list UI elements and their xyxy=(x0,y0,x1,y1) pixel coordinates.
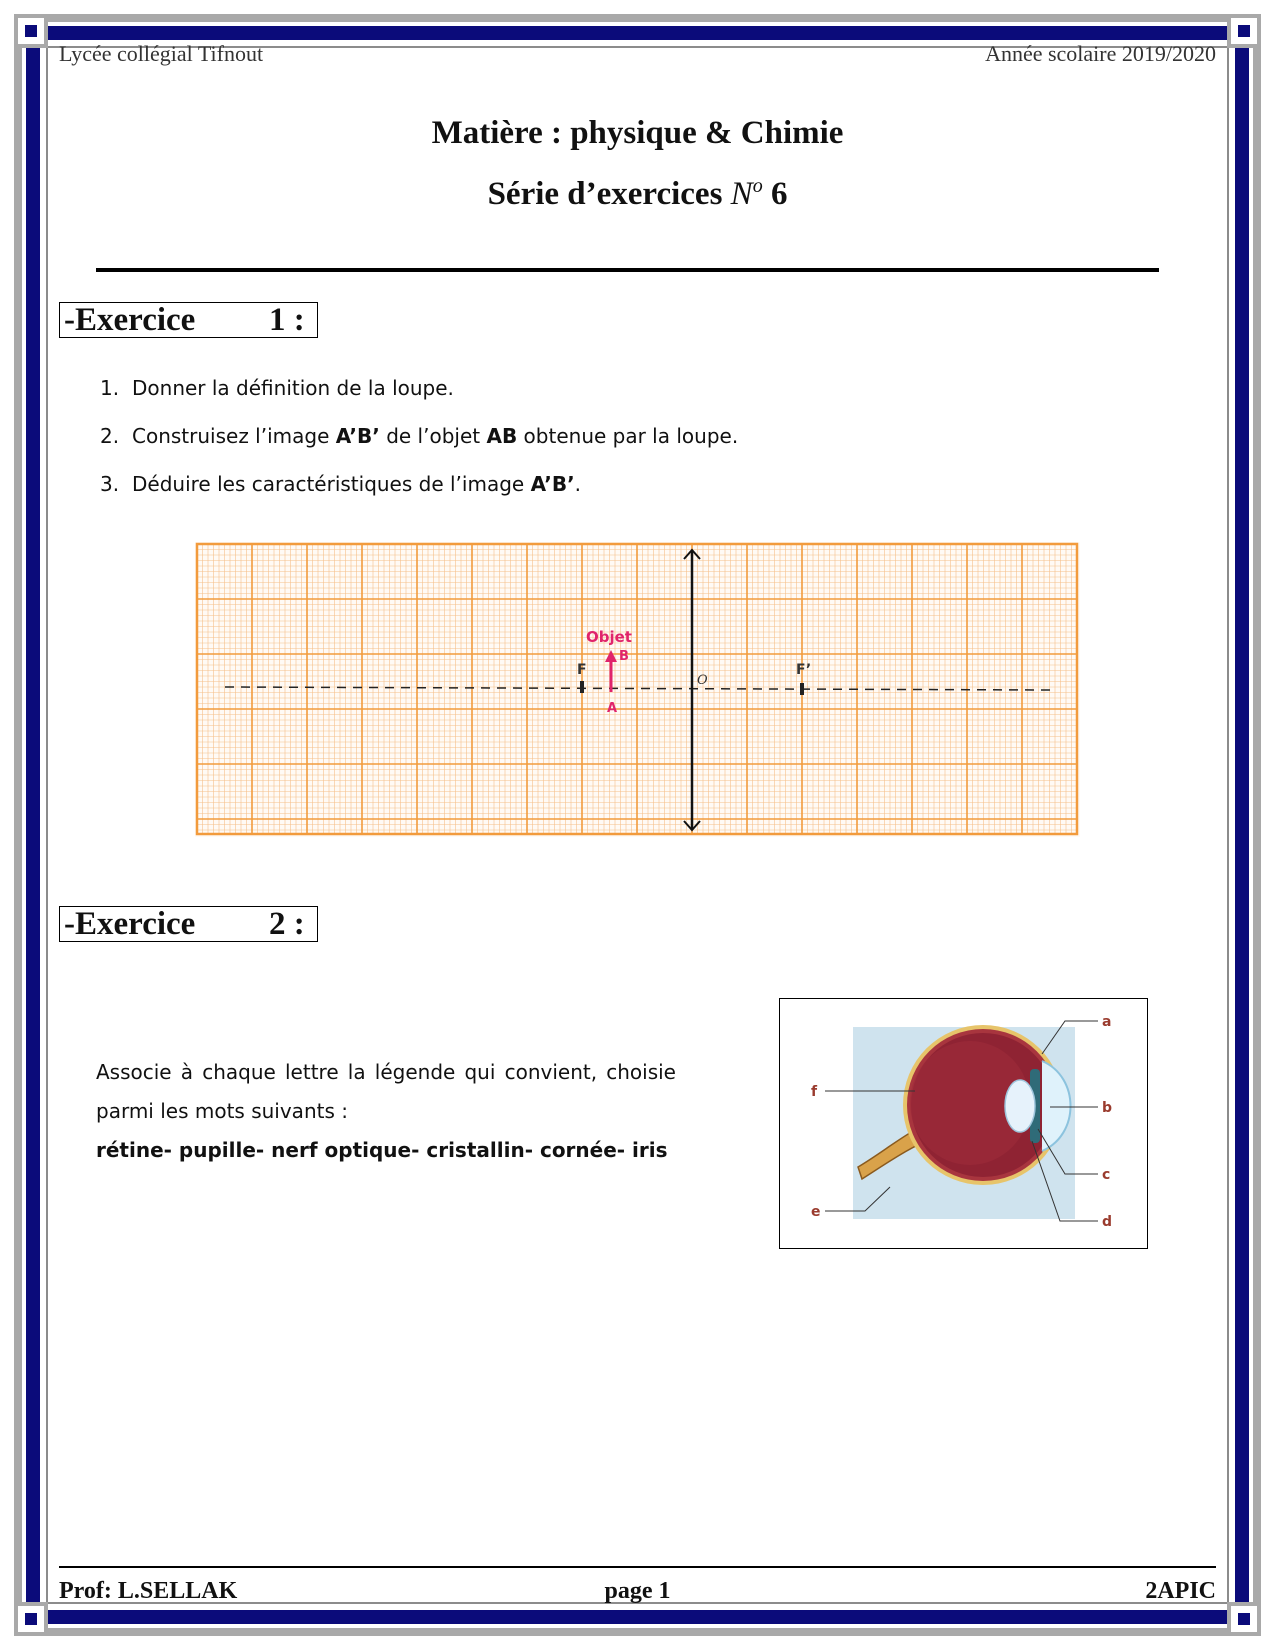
border-corner-bottom-right xyxy=(1227,1602,1261,1636)
exercise1-heading: -Exercice 1 : xyxy=(59,302,318,338)
border-corner-top-left xyxy=(14,14,48,48)
eye-diagram-box xyxy=(779,998,1148,1249)
series-number-symbol: $N^o$ xyxy=(730,175,763,212)
footer-page: page 1 xyxy=(604,1578,671,1604)
footer-prof: Prof: L.SELLAK xyxy=(59,1578,238,1604)
instruction-line-2: parmi les mots suivants : xyxy=(96,1099,348,1123)
instruction-line-1: Associe à chaque lettre la légende qui convient, choisie xyxy=(96,1060,676,1084)
eye-label-e: e xyxy=(811,1204,821,1220)
eye-label-f: f xyxy=(811,1084,818,1100)
focus-f-mark xyxy=(580,681,584,693)
border-corner-bottom-left xyxy=(14,1602,48,1636)
school-year: Année scolaire 2019/2020 xyxy=(985,41,1216,66)
footer-rule xyxy=(59,1566,1216,1568)
question-3: 3. Déduire les caractéristiques de l’image A’B’. xyxy=(100,472,582,496)
series-title xyxy=(0,175,1275,213)
series-number: 6 xyxy=(770,176,788,212)
exercise2-heading: -Exercice 2 : xyxy=(59,906,318,942)
point-b-label: B xyxy=(619,649,629,664)
focus-f-prime-label: F’ xyxy=(796,662,812,678)
word-list: rétine- pupille- nerf optique- cristallin- cornée- iris xyxy=(96,1138,668,1162)
subject-title: Matière : physique & Chimie xyxy=(431,115,844,151)
question-1: 1. Donner la définition de la loupe. xyxy=(100,376,454,400)
question-2: 2. Construisez l’image A’B’ de l’objet AB obtenue par la loupe. xyxy=(100,424,739,448)
lens-diagram xyxy=(195,542,1080,837)
center-o-label: O xyxy=(697,673,708,688)
object-label: Objet xyxy=(586,628,632,646)
series-label: Série d’exercices xyxy=(487,176,723,212)
eye-label-d: d xyxy=(1102,1214,1113,1230)
exercise1-questions xyxy=(100,374,738,518)
eye-label-b: b xyxy=(1102,1100,1113,1116)
footer-level: 2APIC xyxy=(1145,1578,1216,1604)
eye-label-a: a xyxy=(1102,1014,1112,1030)
point-a-label: A xyxy=(607,701,618,716)
focus-f-label: F xyxy=(577,662,587,678)
exercise2-instruction xyxy=(96,1053,676,1170)
school-name: Lycée collégial Tifnout xyxy=(59,41,264,66)
eye-label-c: c xyxy=(1102,1167,1111,1183)
title-rule xyxy=(96,268,1159,272)
eye-diagram xyxy=(780,999,1146,1247)
focus-f-prime-mark xyxy=(800,683,804,695)
graph-paper-diagram xyxy=(195,542,1080,837)
border-corner-top-right xyxy=(1227,14,1261,48)
